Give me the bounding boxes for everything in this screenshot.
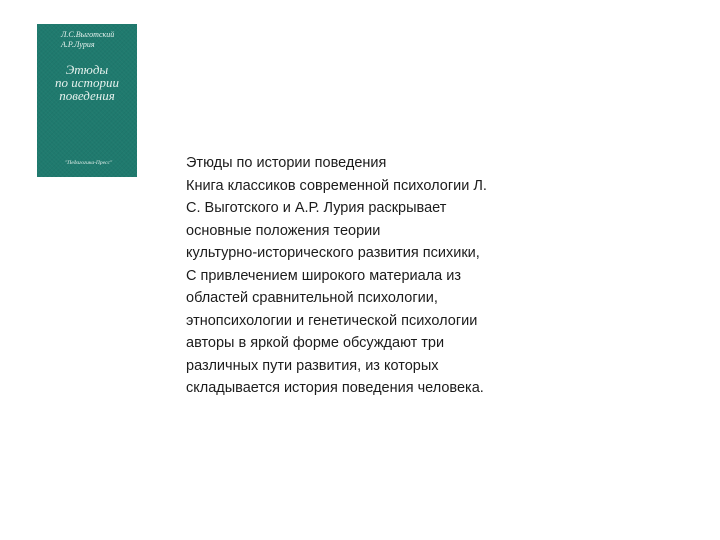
book-cover-image — [37, 24, 137, 177]
cover-title-line: Этюды — [65, 62, 109, 77]
text-line: областей сравнительной психологии, — [186, 290, 438, 306]
book-description — [186, 152, 546, 400]
cover-authors — [61, 30, 114, 50]
text-line: различных пути развития, из которых — [186, 357, 439, 374]
cover-title-line: поведения — [59, 88, 115, 103]
text-line: основные положения теории — [186, 222, 381, 239]
text-line: Этюды по истории поведения — [186, 155, 387, 171]
text-line: Книга классиков современной психологии Л. — [186, 177, 487, 194]
cover-title-line: по истории — [55, 75, 119, 90]
text-line: этнопсихологии и генетической психологии — [186, 312, 478, 329]
text-line: С привлечением широкого материала из — [186, 267, 461, 284]
text-line: складывается история поведения человека. — [186, 380, 484, 396]
text-line: культурно-исторического развития психики, — [186, 245, 480, 261]
text-line: С. Выготского и А.Р. Лурия раскрывает — [186, 200, 447, 216]
text-line: авторы в яркой форме обсуждают три — [186, 335, 445, 351]
cover-author: Л.С.Выготский — [61, 30, 115, 39]
cover-title — [37, 63, 137, 102]
cover-publisher: "Педагогика-Пресс" — [65, 160, 113, 166]
cover-author: А.Р.Лурия — [61, 40, 95, 49]
